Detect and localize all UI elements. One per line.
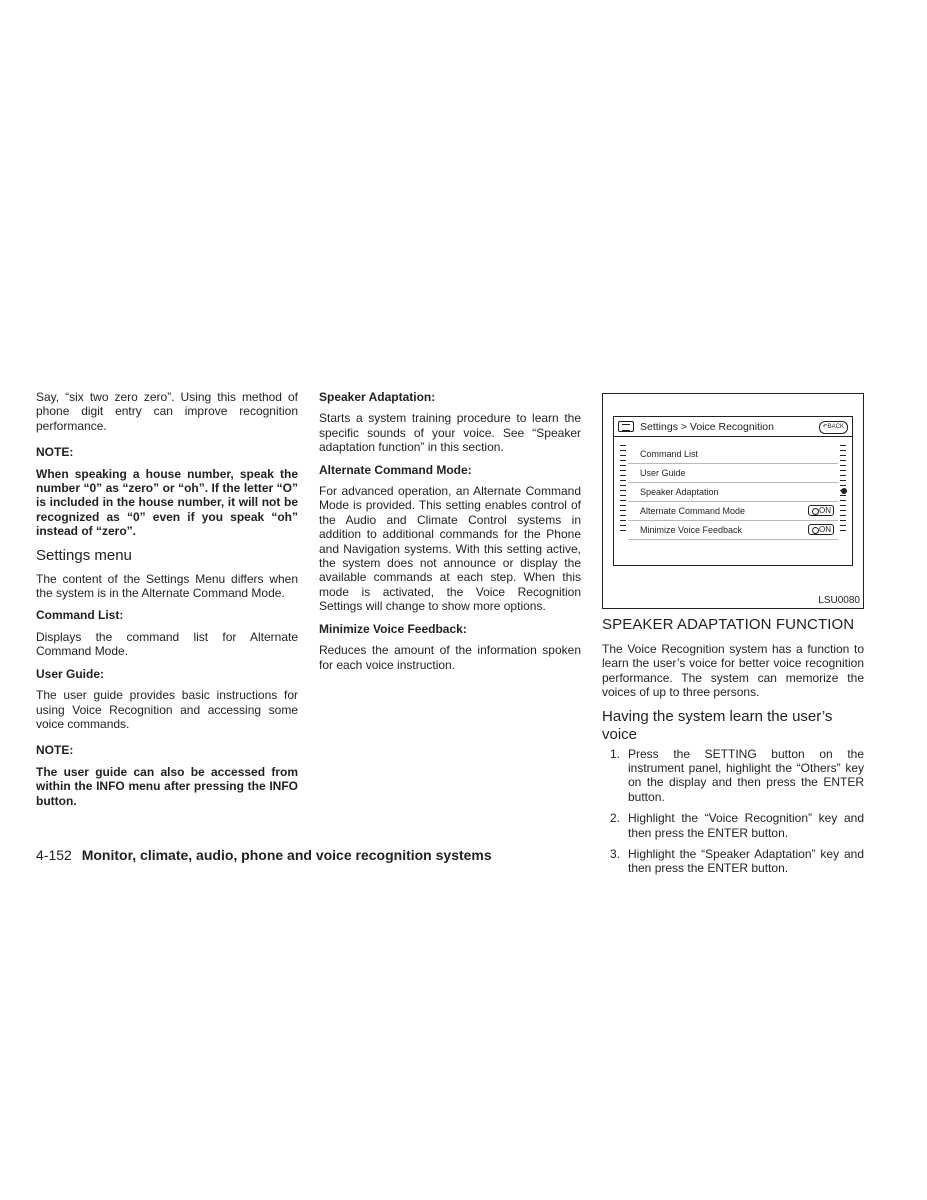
menu-icon: [618, 421, 634, 432]
section-text: The Voice Recognition system has a function to learn the user’s voice for better voice recognition performance. The system can memorize the voices of up to three persons.: [602, 642, 864, 700]
step-text: Press the SETTING button on the instrument panel, highlight the “Others” key on the display and then press the ENTER button.: [628, 746, 864, 804]
minimize-voice-feedback-label: Minimize Voice Feedback:: [319, 621, 467, 636]
screen-title: Settings > Voice Recognition: [640, 421, 774, 433]
note-label: NOTE:: [36, 743, 74, 758]
step-item: [602, 811, 864, 840]
minimize-voice-feedback-text: Reduces the amount of the information spoken for each voice instruction.: [319, 643, 581, 672]
step-item: [602, 847, 864, 876]
user-guide-text: The user guide provides basic instructions for using Voice Recognition and accessing some voice commands.: [36, 688, 298, 731]
list-item-label: Speaker Adaptation: [640, 487, 719, 497]
column-left: [36, 390, 298, 816]
on-indicator: ON: [808, 524, 834, 535]
settings-list: [614, 445, 852, 540]
speaker-adaptation-label: Speaker Adaptation:: [319, 390, 436, 404]
step-number: 3.: [610, 847, 621, 862]
on-indicator: ON: [808, 505, 834, 516]
note-text: The user guide can also be accessed from within the INFO menu after pressing the INFO button.: [36, 764, 298, 808]
list-item-label: Alternate Command Mode: [640, 506, 746, 516]
list-item: [628, 483, 838, 502]
column-middle: [319, 390, 581, 680]
screen-title-bar: [614, 417, 852, 437]
list-item-label: Command List: [640, 449, 699, 459]
alternate-command-mode-label: Alternate Command Mode:: [319, 462, 472, 477]
list-item: [628, 445, 838, 464]
command-list-text: Displays the command list for Alternate Command Mode.: [36, 629, 298, 659]
list-item: [628, 464, 838, 483]
list-item-label: Minimize Voice Feedback: [640, 525, 743, 535]
user-guide-label: User Guide:: [36, 666, 105, 681]
settings-screen-figure: [602, 393, 864, 609]
speaker-adaptation-text: Starts a system training procedure to learn the specific sounds of your voice. See “Speaker adaptation function” in this section.: [319, 411, 581, 455]
list-item-label: User Guide: [640, 468, 686, 478]
chapter-title: Monitor, climate, audio, phone and voice recognition systems: [81, 847, 492, 863]
alternate-command-mode-text: For advanced operation, an Alternate Command Mode is provided. This setting enables control of the Audio and Climate Control systems in addition to additional commands for the Phone and Navigation systems. With this setting active, the system does not announce or display the available commands at each step. When this mode is activated, the Voice Recognition Settings will change to show more options.: [319, 484, 581, 614]
intro-paragraph: Say, “six two zero zero”. Using this method of phone digit entry can improve recognition performance.: [36, 390, 298, 433]
column-right: [602, 612, 864, 883]
back-label: BACK: [827, 424, 844, 430]
list-item: [628, 521, 838, 540]
steps-list: [602, 747, 864, 876]
step-number: 1.: [610, 746, 621, 761]
note-label: NOTE:: [36, 445, 74, 460]
step-number: 2.: [610, 811, 621, 826]
step-item: [602, 747, 864, 805]
settings-menu-text: The content of the Settings Menu differs when the system is in the Alternate Command Mode.: [36, 571, 298, 601]
figure-caption: LSU0080: [818, 595, 860, 606]
back-button: ↶BACK: [819, 421, 848, 434]
subsection-heading: Having the system learn the user’s voice: [602, 707, 833, 743]
note-text: When speaking a house number, speak the number “0” as “zero” or “oh”. If the letter “O” is included in the house number, it will not be recognized as “0” even if you speak “oh” instead of “zero”.: [36, 466, 298, 539]
step-text: Highlight the “Speaker Adaptation” key and then press the ENTER button.: [628, 847, 864, 876]
page-footer: [36, 846, 492, 864]
section-heading: SPEAKER ADAPTATION FUNCTION: [602, 616, 855, 633]
settings-menu-heading: Settings menu: [36, 546, 132, 564]
command-list-label: Command List:: [36, 608, 124, 623]
display-screen: [613, 416, 853, 566]
list-item: [628, 502, 838, 521]
page-number: 4-152: [36, 847, 72, 863]
step-text: Highlight the “Voice Recognition” key and then press the ENTER button.: [628, 811, 864, 840]
